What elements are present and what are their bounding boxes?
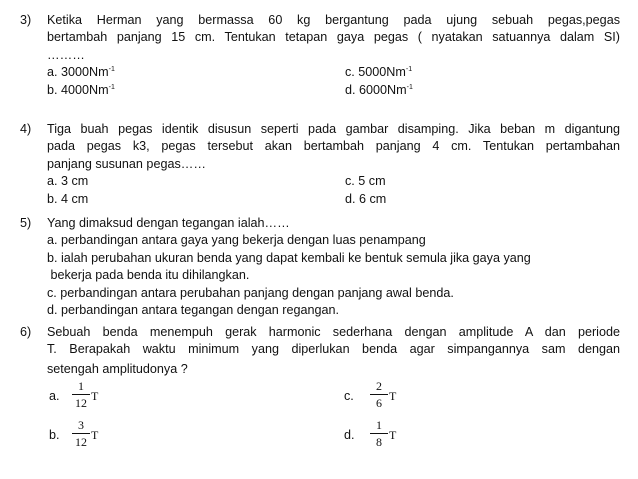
denominator: 12 bbox=[75, 435, 87, 450]
option-text: d. 6000Nm bbox=[345, 82, 407, 97]
numerator: 2 bbox=[376, 379, 382, 394]
options-row bbox=[47, 82, 620, 99]
option-d-label: d. bbox=[344, 428, 355, 443]
option-a-suffix: T bbox=[91, 389, 99, 404]
numerator: 3 bbox=[78, 418, 84, 433]
option-b-label: b. bbox=[49, 428, 60, 443]
denominator: 6 bbox=[376, 396, 382, 411]
question-body bbox=[47, 121, 620, 208]
question-text-line: T. Berapakah waktu minimum yang diperlukan benda agar simpangannya sam dengan bbox=[47, 342, 620, 357]
question-text-line: panjang susunan pegas…… bbox=[47, 156, 206, 171]
option-a bbox=[47, 64, 115, 81]
fraction-bar bbox=[72, 394, 90, 395]
option-d bbox=[345, 82, 413, 99]
options-row bbox=[47, 64, 620, 81]
question-number: 3) bbox=[20, 13, 32, 27]
question-body bbox=[47, 324, 620, 453]
question-text-line: pada pegas k3, pegas tersebut akan bertambah panjang 4 cm. Tentukan pertambahan bbox=[47, 139, 620, 154]
fraction-bar bbox=[72, 433, 90, 434]
option-b-suffix: T bbox=[91, 428, 99, 443]
option-text: c. 5000Nm bbox=[345, 65, 406, 80]
option-d-fraction bbox=[370, 419, 388, 449]
unit-exponent: -1 bbox=[108, 66, 115, 74]
option-c bbox=[345, 64, 412, 81]
options-row bbox=[47, 173, 620, 190]
question-text-line: setengah amplitudonya ? bbox=[47, 361, 188, 376]
option-text: b. 4000Nm bbox=[47, 82, 109, 97]
unit-exponent: -1 bbox=[108, 83, 115, 91]
option-b: b. ialah perubahan ukuran benda yang dapat kembali ke bentuk semula jika gaya yang bbox=[47, 250, 531, 265]
option-d-suffix: T bbox=[389, 428, 397, 443]
question-text-line: Yang dimaksud dengan tegangan ialah…… bbox=[47, 216, 290, 230]
question-body bbox=[47, 215, 620, 319]
numerator: 1 bbox=[376, 418, 382, 433]
option-b-fraction bbox=[72, 419, 90, 449]
fraction-bar bbox=[370, 433, 388, 434]
question-text-line: ……… bbox=[47, 47, 85, 62]
unit-exponent: -1 bbox=[405, 66, 413, 74]
option-d: d. perbandingan antara tegangan dengan regangan. bbox=[47, 302, 340, 317]
options-row bbox=[47, 191, 620, 208]
question-number: 4) bbox=[20, 122, 32, 136]
option-a: a. perbandingan antara gaya yang bekerja dengan luas penampang bbox=[47, 233, 426, 248]
options-row bbox=[47, 419, 620, 453]
question-text-line: Ketika Herman yang bermassa 60 kg bergantung pada ujung sebuah pegas,pegas bbox=[47, 13, 620, 27]
question-body bbox=[47, 12, 620, 99]
options-row bbox=[47, 380, 620, 414]
question-text-line: Sebuah benda menempuh gerak harmonic sederhana dengan amplitude A dan periode bbox=[47, 325, 620, 339]
option-a: a. 3 cm bbox=[47, 174, 89, 189]
question-text-line: bertambah panjang 15 cm. Tentukan tetapan gaya pegas ( nyatakan satuannya dalam SI) bbox=[47, 30, 620, 45]
option-d: d. 6 cm bbox=[345, 191, 387, 206]
question-number: 6) bbox=[20, 325, 32, 339]
fraction-bar bbox=[370, 394, 388, 395]
numerator: 1 bbox=[78, 379, 84, 394]
option-a-label: a. bbox=[49, 389, 60, 404]
option-a-fraction bbox=[72, 380, 90, 410]
option-c: c. perbandingan antara perubahan panjang dengan panjang awal benda. bbox=[47, 285, 454, 300]
question-text-line: Tiga buah pegas identik disusun seperti pada gambar disamping. Jika beban m digantung bbox=[47, 122, 620, 136]
option-text: a. 3000Nm bbox=[47, 65, 109, 80]
denominator: 8 bbox=[376, 435, 382, 450]
option-c-suffix: T bbox=[389, 389, 397, 404]
option-c-fraction bbox=[370, 380, 388, 410]
unit-exponent: -1 bbox=[406, 83, 413, 91]
option-b-continued: bekerja pada benda itu dihilangkan. bbox=[47, 268, 250, 283]
denominator: 12 bbox=[75, 396, 87, 411]
option-c: c. 5 cm bbox=[345, 174, 386, 189]
option-c-label: c. bbox=[344, 389, 354, 404]
option-b bbox=[47, 82, 115, 99]
question-number: 5) bbox=[20, 216, 32, 230]
option-b: b. 4 cm bbox=[47, 191, 89, 206]
